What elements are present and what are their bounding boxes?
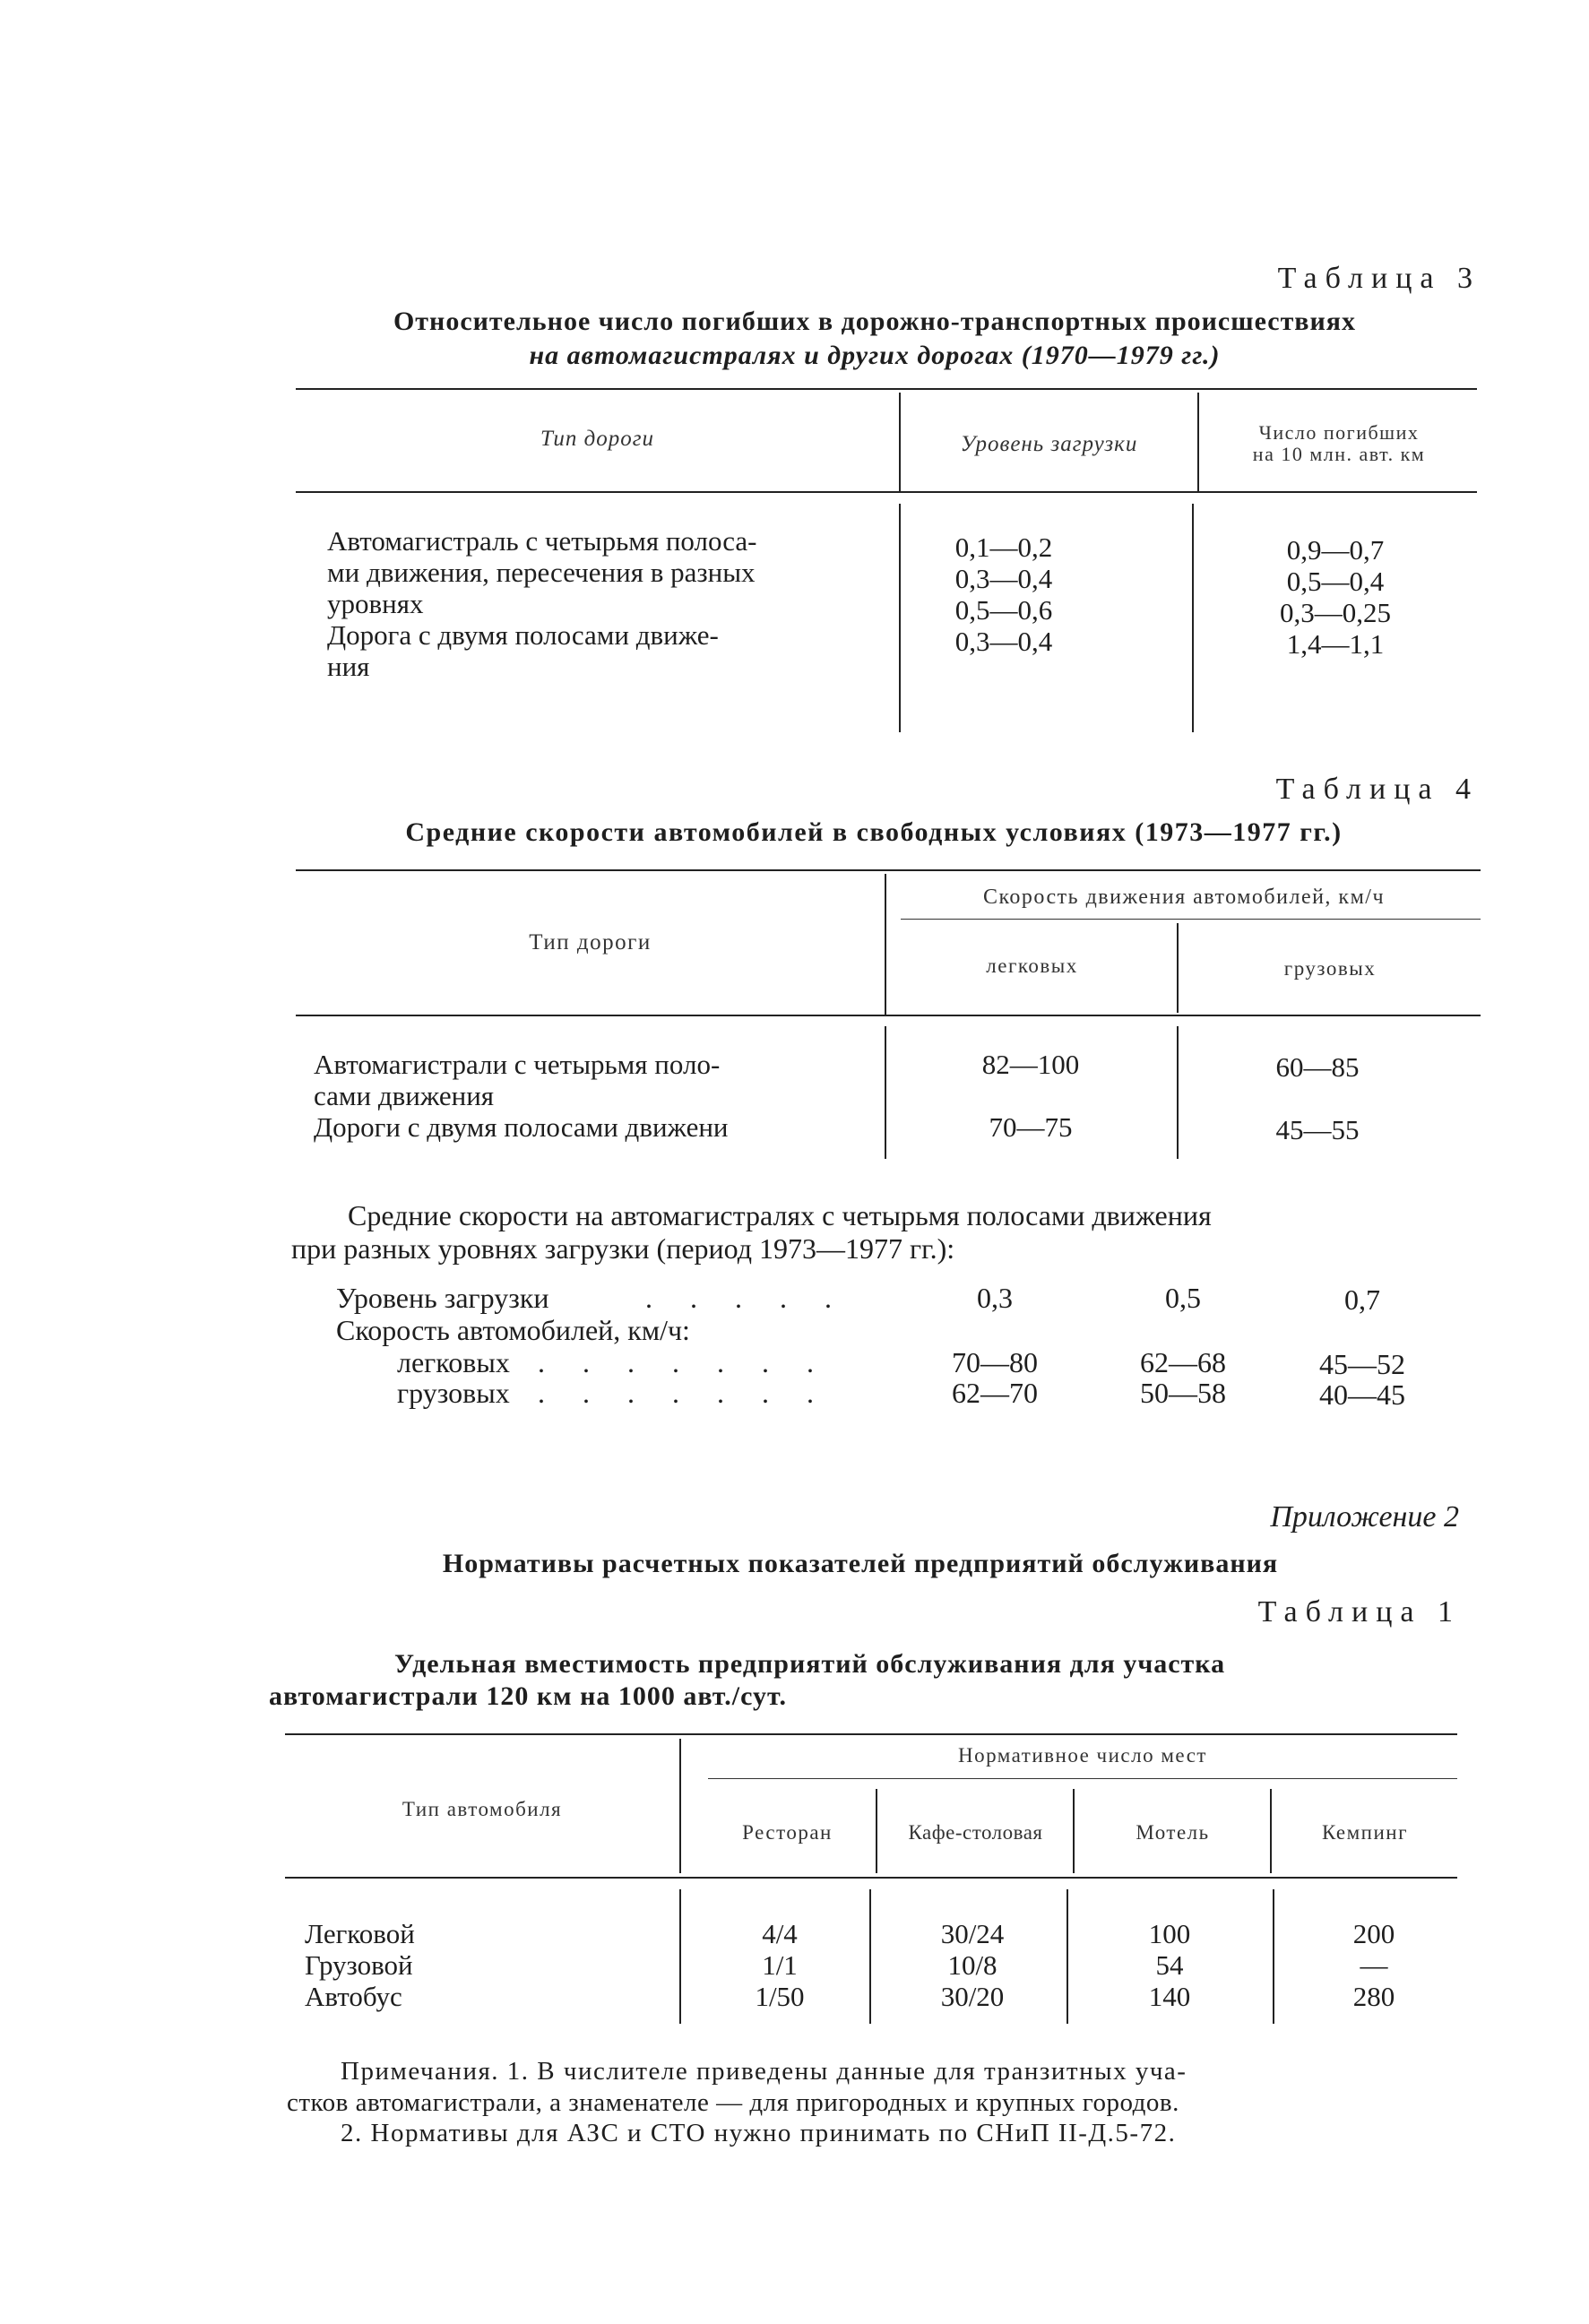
notes-line3: 2. Нормативы для АЗС и СТО нужно принимать по СНиП II-Д.5-72. xyxy=(341,2119,1177,2147)
load-level-value: 0,3 xyxy=(977,1282,1013,1314)
table4-header-divider-2 xyxy=(1177,923,1179,1013)
table3-road-line: ния xyxy=(327,651,370,682)
table1-body-divider-3 xyxy=(1273,1889,1274,2024)
table1-motel: 140 xyxy=(1148,1981,1191,2012)
table3-load-value: 0,5—0,6 xyxy=(954,594,1053,626)
table4-header-divider-1 xyxy=(885,874,886,1015)
table1-subcol: Мотель xyxy=(1136,1821,1210,1844)
table4-header-rule xyxy=(296,1015,1481,1016)
table4-cars-value: 82—100 xyxy=(981,1049,1080,1080)
appendix-label: Приложение 2 xyxy=(1270,1500,1459,1533)
table3-road-line: уровнях xyxy=(327,588,424,619)
table1-subcol: Ресторан xyxy=(742,1821,833,1844)
cars-speed-label: легковых xyxy=(397,1346,510,1378)
table3-load-value: 0,1—0,2 xyxy=(954,531,1053,563)
table1-header-divider-2 xyxy=(1073,1789,1075,1873)
table1-top-rule xyxy=(285,1733,1457,1735)
table1-body-divider-1 xyxy=(869,1889,871,2024)
table3-deaths-value: 1,4—1,1 xyxy=(1286,628,1385,660)
table1-header-rule xyxy=(285,1877,1457,1879)
table3-col-road: Тип дороги xyxy=(540,427,654,451)
table4-col-road: Тип дороги xyxy=(529,930,652,955)
table1-col-group: Нормативное число мест xyxy=(958,1744,1207,1767)
load-level-label: Уровень загрузки xyxy=(336,1282,549,1314)
table3-road-line: ми движения, пересечения в разных xyxy=(327,557,756,588)
table1-header-divider-1 xyxy=(876,1789,877,1873)
table4-trucks-value: 45—55 xyxy=(1275,1114,1360,1145)
table1-cafe: 30/20 xyxy=(940,1981,1005,2012)
speed-label: Скорость автомобилей, км/ч: xyxy=(336,1314,690,1346)
table3-col-deaths-2: на 10 млн. авт. км xyxy=(1252,443,1426,465)
table1-camping: 280 xyxy=(1352,1981,1395,2012)
load-level-value: 0,7 xyxy=(1344,1283,1380,1316)
table3-col-load: Уровень загрузки xyxy=(960,432,1138,456)
table3-title-line2: на автомагистралях и других дорогах (1970—1979 гг.) xyxy=(529,341,1221,370)
table4-body-divider-2 xyxy=(1177,1026,1179,1159)
cars-speed-value: 45—52 xyxy=(1319,1348,1405,1380)
appendix-title: Нормативы расчетных показателей предприятий обслуживания xyxy=(442,1549,1279,1578)
table3-header-divider-2 xyxy=(1197,393,1199,491)
cars-speed-value: 62—68 xyxy=(1140,1346,1226,1378)
table1-motel: 100 xyxy=(1148,1918,1191,1949)
trucks-speed-value: 62—70 xyxy=(952,1377,1038,1409)
table1-camping: 200 xyxy=(1352,1918,1395,1949)
table1-header-divider-type xyxy=(679,1739,681,1873)
table3-title-line1: Относительное число погибших в дорожно-транспортных происшествиях xyxy=(393,307,1357,336)
table1-restaurant: 1/1 xyxy=(762,1949,798,1981)
table1-body-divider-2 xyxy=(1067,1889,1068,2024)
table1-title-line1: Удельная вместимость предприятий обслуживания для участка xyxy=(394,1649,1226,1679)
notes-line1: Примечания. 1. В числителе приведены данные для транзитных уча- xyxy=(341,2057,1187,2086)
table3-header-rule xyxy=(296,491,1477,493)
table3-body-divider-2 xyxy=(1192,504,1194,732)
speeds-paragraph-line2: при разных уровнях загрузки (период 1973—1977 гг.): xyxy=(291,1232,955,1265)
table1-cafe: 10/8 xyxy=(947,1949,997,1981)
table3-load-value: 0,3—0,4 xyxy=(954,563,1053,594)
table3-load-value: 0,3—0,4 xyxy=(954,626,1053,657)
load-level-dots: . . . . . xyxy=(645,1282,847,1314)
table3-col-deaths-1: Число погибших xyxy=(1258,421,1420,444)
table4-label: Таблица 4 xyxy=(1275,773,1479,806)
load-level-value: 0,5 xyxy=(1165,1282,1201,1314)
table1-cafe: 30/24 xyxy=(940,1918,1005,1949)
table1-col-type: Тип автомобиля xyxy=(402,1798,563,1820)
trucks-speed-value: 40—45 xyxy=(1319,1378,1405,1411)
speeds-paragraph-line1: Средние скорости на автомагистралях с четырьмя полосами движения xyxy=(348,1199,1212,1231)
table1-subheader-rule xyxy=(708,1778,1457,1779)
table3-top-rule xyxy=(296,388,1477,390)
table4-col-speed: Скорость движения автомобилей, км/ч xyxy=(982,886,1386,909)
table3-deaths-value: 0,5—0,4 xyxy=(1286,566,1385,597)
trucks-speed-dots: . . . . . . . xyxy=(538,1377,829,1409)
table4-col-cars: легковых xyxy=(986,955,1078,977)
table1-body-divider-type xyxy=(679,1889,681,2024)
table3-road-line: Автомагистраль с четырьмя полоса- xyxy=(327,525,757,557)
table1-subcol: Кафе-столовая xyxy=(908,1821,1043,1844)
table1-camping: — xyxy=(1360,1949,1388,1981)
table4-top-rule xyxy=(296,869,1481,871)
table1-motel: 54 xyxy=(1155,1949,1184,1981)
table1-title-line2: автомагистрали 120 км на 1000 авт./сут. xyxy=(269,1681,788,1711)
trucks-speed-value: 50—58 xyxy=(1140,1377,1226,1409)
table3-body-divider-1 xyxy=(899,504,901,732)
table1-type: Грузовой xyxy=(305,1949,413,1981)
notes-line2: стков автомагистрали, а знаменателе — для пригородных и крупных городов. xyxy=(287,2088,1179,2117)
table1-restaurant: 4/4 xyxy=(762,1918,798,1949)
table4-col-trucks: грузовых xyxy=(1283,957,1377,980)
table4-road-line: Дороги с двумя полосами движени xyxy=(314,1111,729,1143)
table4-cars-value: 70—75 xyxy=(989,1111,1073,1143)
table4-subheader-rule xyxy=(901,919,1481,920)
table4-title: Средние скорости автомобилей в свободных условиях (1973—1977 гг.) xyxy=(405,817,1343,847)
table1-restaurant: 1/50 xyxy=(755,1981,805,2012)
table4-road-line: сами движения xyxy=(314,1080,495,1111)
table1-subcol: Кемпинг xyxy=(1321,1821,1409,1844)
table1-type: Автобус xyxy=(305,1981,402,2012)
table4-trucks-value: 60—85 xyxy=(1275,1051,1360,1083)
table1-header-divider-3 xyxy=(1270,1789,1272,1873)
trucks-speed-label: грузовых xyxy=(397,1377,510,1409)
table3-deaths-value: 0,9—0,7 xyxy=(1286,534,1385,566)
table3-deaths-value: 0,3—0,25 xyxy=(1280,597,1391,628)
table3-road-line: Дорога с двумя полосами движе- xyxy=(327,619,719,651)
cars-speed-dots: . . . . . . . xyxy=(538,1346,829,1378)
table1-type: Легковой xyxy=(305,1918,415,1949)
cars-speed-value: 70—80 xyxy=(952,1346,1038,1378)
table1-label: Таблица 1 xyxy=(1257,1595,1461,1629)
table3-label: Таблица 3 xyxy=(1277,262,1481,295)
table4-body-divider-1 xyxy=(885,1026,886,1159)
table4-road-line: Автомагистрали с четырьмя поло- xyxy=(314,1049,721,1080)
